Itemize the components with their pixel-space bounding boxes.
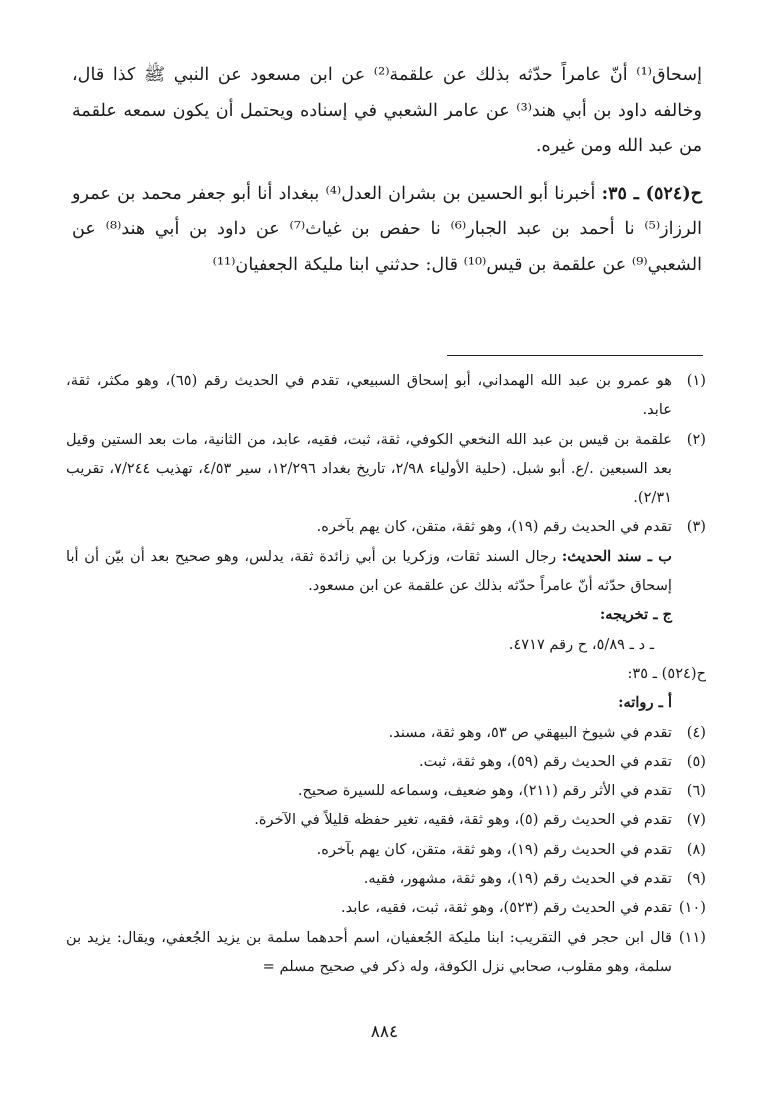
- main-paragraph-1: إسحاق⁽¹⁾ أنّ عامراً حدّثه بذلك عن علقمة⁽²⁾ عن ابن مسعود عن النبي ﷺ كذا قال، وخالفه داود بن أبي هند⁽³⁾ عن عامر الشعبي في إسناده ويحتمل أن يكون سمعه علقمة من عبد الله ومن غيره.: [72, 65, 703, 156]
- footnote-8: [66, 835, 706, 864]
- main-paragraph-2: [72, 176, 702, 284]
- sanad-text: رجال السند ثقات، وزكريا بن أبي زائدة ثقة، يدلس، وهو صحيح بعد أن بيّن أن أبا إسحاق حدّثه أنّ عامراً حدّثه بذلك عن علقمة عن ابن مسعود.: [66, 547, 672, 595]
- hadith-heading: ح(٥٢٤) ـ ٣٥:: [627, 664, 706, 682]
- footnote-text: قال ابن حجر في التقريب: ابنا مليكة الجُعفيان، اسم أحدهما سلمة بن يزيد الجُعفي، ويقال: يزيد بن سلمة، وهو مقلوب، صحابي نزل الكوفة، وله ذكر في صحيح مسلم =: [66, 928, 672, 975]
- footnote-number: (٩): [686, 870, 706, 888]
- footnote-text: هو عمرو بن عبد الله الهمداني، أبو إسحاق السبيعي، تقدم في الحديث رقم (٦٥)، وهو مكثر، ثقة، عابد.: [66, 372, 673, 419]
- footnote-text: تقدم في الحديث رقم (٥٢٣)، وهو ثقة، ثبت، فقيه، عابد.: [341, 899, 672, 917]
- footnote-3: [66, 512, 706, 541]
- footnote-2: [66, 425, 706, 513]
- footnote-5: [66, 747, 706, 776]
- sanad-label: ب ـ سند الحديث:: [561, 547, 672, 565]
- takhrij-label: ج ـ تخريجه:: [599, 606, 672, 624]
- footnote-9: [66, 864, 706, 893]
- footnote-separator: [447, 355, 703, 356]
- footnote-text: تقدم في الأثر رقم (٢١١)، وهو ضعيف، وسماعه للسيرة صحيح.: [297, 782, 672, 800]
- hadith-isnad: أخبرنا أبو الحسين بن بشران العدل⁽⁴⁾ ببغداد أنا أبو جعفر محمد بن عمرو الرزاز⁽⁵⁾ نا أحمد بن عبد الجبار⁽⁶⁾ نا حفص بن غياث⁽⁷⁾ عن داود بن أبي هند⁽⁸⁾ عن الشعبي⁽⁹⁾ عن علقمة بن قيس⁽¹⁰⁾ قال: حدثني ابنا مليكة الجعفيان⁽¹¹⁾: [72, 183, 702, 275]
- footnote-number: (١٠): [678, 899, 706, 917]
- footnote-text: تقدم في الحديث رقم (٥)، وهو ثقة، فقيه، تغير حفظه قليلاً في الآخرة.: [254, 811, 672, 829]
- footnote-number: (٨): [686, 840, 706, 858]
- footnote-text: تقدم في الحديث رقم (١٩)، وهو ثقة، متقن، كان يهم بآخره.: [316, 840, 672, 858]
- hadith-number: ح(٥٢٤) ـ ٣٥:: [601, 182, 703, 204]
- takhrij-text: ـ د ـ ٥/٨٩، ح رقم ٤٧١٧.: [508, 635, 654, 653]
- footnote-text: تقدم في شيوخ البيهقي ص ٥٣، وهو ثقة، مسند.: [388, 723, 672, 741]
- main-text: [72, 58, 702, 283]
- footnote-text: تقدم في الحديث رقم (٥٩)، وهو ثقة، ثبت.: [419, 752, 672, 770]
- footnote-number: (٣): [686, 518, 706, 536]
- ruwat-label: أ ـ رواته:: [618, 694, 672, 712]
- footnote-text: تقدم في الحديث رقم (١٩)، وهو ثقة، متقن، كان يهم بآخره.: [316, 518, 672, 536]
- footnote-text: علقمة بن قيس بن عبد الله النخعي الكوفي، ثقة، ثبت، فقيه، عابد، من الثانية، مات بعد الستين وقيل بعد السبعين ./ع. أبو شبل. (حلية الأولياء ٢/٩٨، تاريخ بغداد ١٢/٢٩٦، سير ٤/٥٣، تهذيب ٧/٢٤٤، تقريب ٢/٣١).: [66, 430, 672, 507]
- footnote-4: [66, 718, 706, 747]
- footnote-6: [66, 776, 706, 805]
- footnote-11: [66, 923, 706, 982]
- sanad-section: [66, 542, 706, 601]
- footnote-number: (٥): [686, 752, 706, 770]
- footnote-number: (٦): [686, 782, 706, 800]
- footnote-1: [66, 366, 706, 425]
- footnote-number: (٢): [686, 430, 706, 448]
- footnote-number: (٤): [686, 723, 706, 741]
- footnote-number: (١١): [678, 928, 706, 946]
- footnotes: [66, 366, 706, 981]
- footnote-number: (١): [686, 372, 706, 389]
- page-number: ٨٨٤: [370, 1022, 399, 1042]
- footnote-text: تقدم في الحديث رقم (١٩)، وهو ثقة، مشهور، فقيه.: [363, 870, 672, 888]
- footnote-7: [66, 805, 706, 834]
- footnote-number: (٧): [686, 811, 706, 829]
- footnote-10: [66, 893, 706, 922]
